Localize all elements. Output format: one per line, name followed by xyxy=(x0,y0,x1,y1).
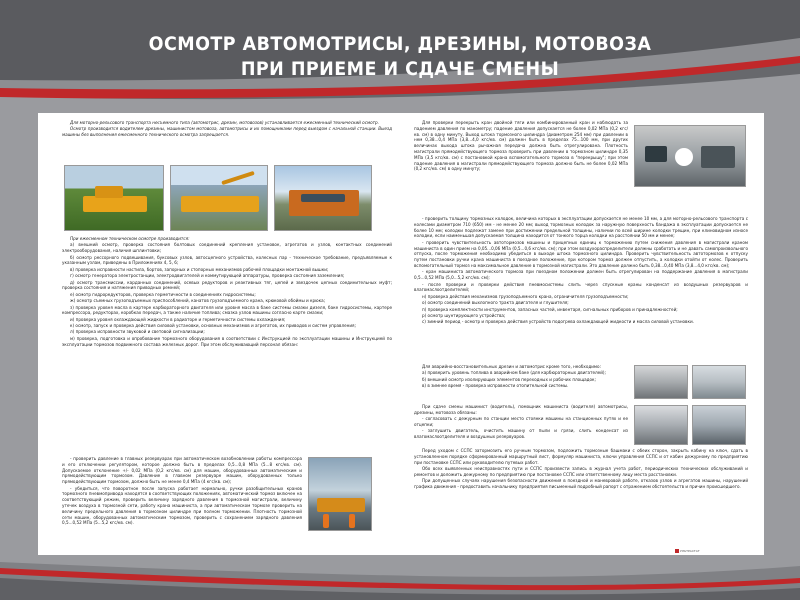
title-line-1: ОСМОТР АВТОМОТРИСЫ, ДРЕЗИНЫ, МОТОВОЗА xyxy=(148,33,652,55)
handover-details xyxy=(414,449,748,491)
handover-intro: При сдаче смены машинист (водитель), помощник машиниста (водителя) автомотрисы, дрезины, мотовоза обязаны: xyxy=(414,405,628,416)
list-item: р) осмотр шунтирующего устройства; xyxy=(422,313,506,319)
emergency-intro: Для аварийно-восстановительных дрезин и автомотрис кроме того, необходимо: xyxy=(422,365,601,370)
photo-crane-dresina xyxy=(170,165,268,231)
list-item: б) внешний осмотр изолирующих элементов переходных и рабочих площадок; xyxy=(422,377,596,383)
page-title xyxy=(32,32,768,82)
handover-paragraph: Перед уходом с ССПС затормозить его ручным тормозом, подложить тормозные башмаки с обеих сторон, закрыть кабину на ключ, сдать в установленном порядке сформированный маршрутный лист, формуляр машиниста, ключи управления ССПС и от кабин дежурному по предприятию при постановке ССПС или руководителю путевых работ. xyxy=(414,449,748,466)
title-line-2: ПРИ ПРИЕМЕ И СДАЧЕ СМЕНЫ xyxy=(240,58,560,80)
brake-check-text xyxy=(62,457,302,528)
list-item: о) осмотр соединений выхлопного тракта двигателя и глушителя; xyxy=(422,301,569,307)
list-item: е) осмотр гидроредукторов, проверка герметичности в соединениях гидросистемы; xyxy=(70,292,256,298)
list-item: д) осмотр трансмиссии, карданных соединений, осевых редукторов и реактивных тяг, цепей и звездочек цепных соединительных муфт; проверка состояния и натяжения приводных ремней; xyxy=(62,280,392,292)
photo-automotrisa xyxy=(274,165,372,231)
list-item: в) проверка исправности настила, бортов, запорных и стопорных механизмов рабочей площадки монтажной вышки; xyxy=(70,267,329,273)
brake-paragraph: - проверить чувствительность автотормозов машины и прицепных единиц к торможению путем снижения давления в магистрали краном машиниста в один прием на 0,05...0,06 МПа (0,5...0,6 кгс/кв. см); при этом воздухораспределители должны сработать и не давать самопроизвольного отпуска, после торможения необходимо убедиться в выходе штока тормозного цилиндра. Проверить чувствительность автотормозов к отпуску путем постановки ручки крана машиниста в поездное положение, при котором тормоз должен отпустить, а колодки отойти от колес. Проверить вспомогательный тормоз на максимальное давление в тормозной магистрали. Это давление должно быть 0,38...0,40 МПа (3,8...4,0 кгс/кв. см); xyxy=(414,240,748,269)
photo-dresina-green xyxy=(64,165,164,231)
photo-panel-1 xyxy=(634,365,688,399)
logo-icon xyxy=(675,549,679,553)
brake-paragraph: Для проверки перекрыть кран двойной тяги или комбинированный кран и наблюдать за падением давления по манометру; падение давления допускается не более 0,02 МПа (0,2 кгс/кв. см) в одну минуту. Выход штока тормозного цилиндра (диаметром 254 мм) при давлении в нем 0,38...0,4 МПа (3,8...4,0 кгс/кв. см) должен быть в пределах 75...100 мм, при других величинах выхода штока рычажная передача должна быть отрегулирована. Плотность магистрали прямодействующего тормоза проверить при давлении в тормозном цилиндре 0,35 МПа (3,5 кгс/кв. см) с постановкой крана вспомогательного тормоза в "перекрышу"; при этом падение давления в магистрали прямодействующего тормоза должно быть не более 0,02 МПа (0,2 кгс/кв. см) в одну минуту; xyxy=(414,121,628,173)
list-item: в) в зимнее время - проверка исправности отопительной системы. xyxy=(422,384,569,390)
list-item: - заглушить двигатель, очистить машину от пыли и грязи, слить конденсат из влагомаслоотделителя и воздушных резервуаров. xyxy=(414,429,628,441)
list-item: - проверить давление в главных резервуарах при автоматическом возобновлении работы компрессора и его отключении регулятором, которое должно быть в пределах 0,5...0,8 МПа (5...8 кгс/кв. см). Допускаемое отклонение +/- 0,02 МПа (0,2 кгс/кв. см) для машин, оборудованных автоматическим и прямодействующим тормозом. Давление в главном резервуаре машин, оборудованных только прямодействующим тормозом, должно быть не менее 0,4 МПа (4 кгс/кв. см); xyxy=(62,457,302,486)
list-item: м) проверка, подготовка и опробование тормозного оборудования в соответствии с Инструкцией по эксплуатации машины и Инструкцией по эксплуатации тормозов подвижного состава железных дорог. При этом обслуживающий персонал обязан: xyxy=(62,336,392,348)
content-panel xyxy=(38,113,764,555)
list-item: с) зимний период - осмотр и проверка действия устройств подогрева охлаждающей жидкости и масла силовой установки. xyxy=(422,320,694,326)
list-item: л) проверка исправности звуковой и световой сигнализации; xyxy=(70,330,205,336)
publisher-logo xyxy=(675,549,700,553)
right-column-top xyxy=(414,121,628,174)
list-item: а) проверить уровень топлива в аварийном баке (для карбюраторных двигателей); xyxy=(422,371,606,377)
photo-controls-1 xyxy=(634,405,688,445)
brake-paragraph: - после проверки и проверки действия пневмосистемы слить через спускные краны конденсат из воздушных резервуаров и влагомаслоотделителей; xyxy=(414,282,748,294)
inspection-list xyxy=(62,237,392,349)
photo-cab-controls xyxy=(634,125,746,187)
photo-workers-track xyxy=(308,457,372,531)
list-item: б) осмотр рессорного подвешивания, буксовых узлов, автосцепного устройства, колесных пар - техническое требование, предъявляемые к указанным узлам, приведены в Приложениях 4, 5, 6; xyxy=(62,255,392,267)
handover-section xyxy=(414,405,628,442)
logo-text: УЛЬТРАСТАТ xyxy=(680,549,700,553)
footer-decoration xyxy=(0,556,800,600)
handover-paragraph: Обо всех выявленных неисправностях пути и ССПС произвести запись в журнал учета работ, периодических технических обслуживаний и ремонтов и доложить дежурному по предприятию при постановке ССПС или ответственному лицу места расстановки. xyxy=(414,466,748,478)
list-item: г) осмотр генератора электростанции, электродвигателей и коммутирующей аппаратуры, проверка состояния заземления; xyxy=(70,274,345,280)
list-item: к) осмотр, запуск и проверка действия силовой установки, основных механизмов и агрегатов, их приводов и систем управления; xyxy=(70,324,356,330)
list-item: з) проверка уровня масла в картере карбюраторного двигателя или уровня масла в баке системы смазки дизеля, баке гидросистемы, картере компрессора, редукторах, коробках передач, а также наличие топлива; смазка узлов машины согласно карте смазки; xyxy=(62,305,392,317)
photo-controls-2 xyxy=(692,405,746,445)
list-item: и) проверка уровня охлаждающей жидкости в радиаторе и герметичности системы охлаждения; xyxy=(70,317,286,323)
list-item: п) проверка комплектности инструментов, запасных частей, инвентаря, сигнальных приборов и принадлежностей; xyxy=(422,307,678,313)
right-column xyxy=(414,217,748,327)
left-column xyxy=(62,121,392,140)
list-item: н) проверка действия механизмов грузоподъемного крана, ограничителя грузоподъемности; xyxy=(422,294,629,300)
list-item: - убедиться, что поворотное после запуска работает нормально, ручки разобщительных кранов тормозного пневмопривода находятся в соответствующих положениях, автоматический тормоз включен на соответствующий режим, проверить величину зарядного давления в тормозной магистрали, величину утечек воздуха в тормозной сети, работу крана машиниста, а при автоматическом тормозе проверить на величину предельного давления в тормозном цилиндре при полном торможении. Плотность тормозной сети машин, оборудованных автоматическим тормозом, проверить с сохранением зарядного давления 0,5...0,52 МПа (5...5,2 кгс/кв. см). xyxy=(62,486,302,527)
brake-paragraph: - проверить толщину тормозных колодок, величина которых в эксплуатации допускается не менее 10 мм, а для моторно-рельсового транспорта с колесами диаметром 710 (650) мм - не менее 20 мм; выход тормозных колодок за наружную поверхность бандажа в эксплуатации допускается не более 10 мм; колодки подлежат замене при достижении предельной толщины, наличии по всей ширине колодки трещин, при клиновидном износе колодки, если наименьшая допускаемая толщина находится от тонкого торца колодки на расстоянии 50 мм и менее; xyxy=(414,217,748,240)
photo-panel-2 xyxy=(692,365,746,399)
list-item: - согласовать с дежурным по станции место стоянки машины на станционных путях и ее отцепки; xyxy=(414,417,628,428)
header xyxy=(0,0,800,105)
handover-paragraph: При допущенных случаях нарушения безопасности движения в поездной и маневровой работе, отказов узлов и агрегатов машины, нарушений графика движения - предоставить начальнику предприятия письменный подробный рапорт с отражением обстоятельств и причин происшедшего. xyxy=(414,479,748,490)
intro-paragraph: Для моторно-рельсового транспорта несъемного типа (автомотрис, дрезин, мотовозов) устанавливается ежесменный технический осмотр. xyxy=(70,121,379,126)
list-item: а) внешний осмотр, проверка состояния болтовых соединений крепления установок, агрегатов и узлов, контактных соединений электрооборудования, наличия шплинтовки; xyxy=(62,243,392,255)
brake-paragraph: - кран машиниста автоматического тормоза при поездном положении должен быть отрегулирован на поддержание давления в магистрали 0,5...0,52 МПа (5,0...5,2 кгс/кв. см); xyxy=(414,270,748,282)
emergency-section xyxy=(414,365,628,391)
intro-paragraph: Осмотр производится водителем дрезины, машинистом мотовоза, автомотрисы и их помощниками перед выездом с начальной станции. Выезд машины без выполнения ежесменного технического осмотра запрещается. xyxy=(62,127,392,139)
list-item: ж) осмотр съемных грузоподъемных приспособлений, канатов грузоподъемного крана, крюковой обоймы и крюка; xyxy=(70,299,326,305)
list-intro: При ежесменном техническом осмотре производится: xyxy=(70,237,190,242)
